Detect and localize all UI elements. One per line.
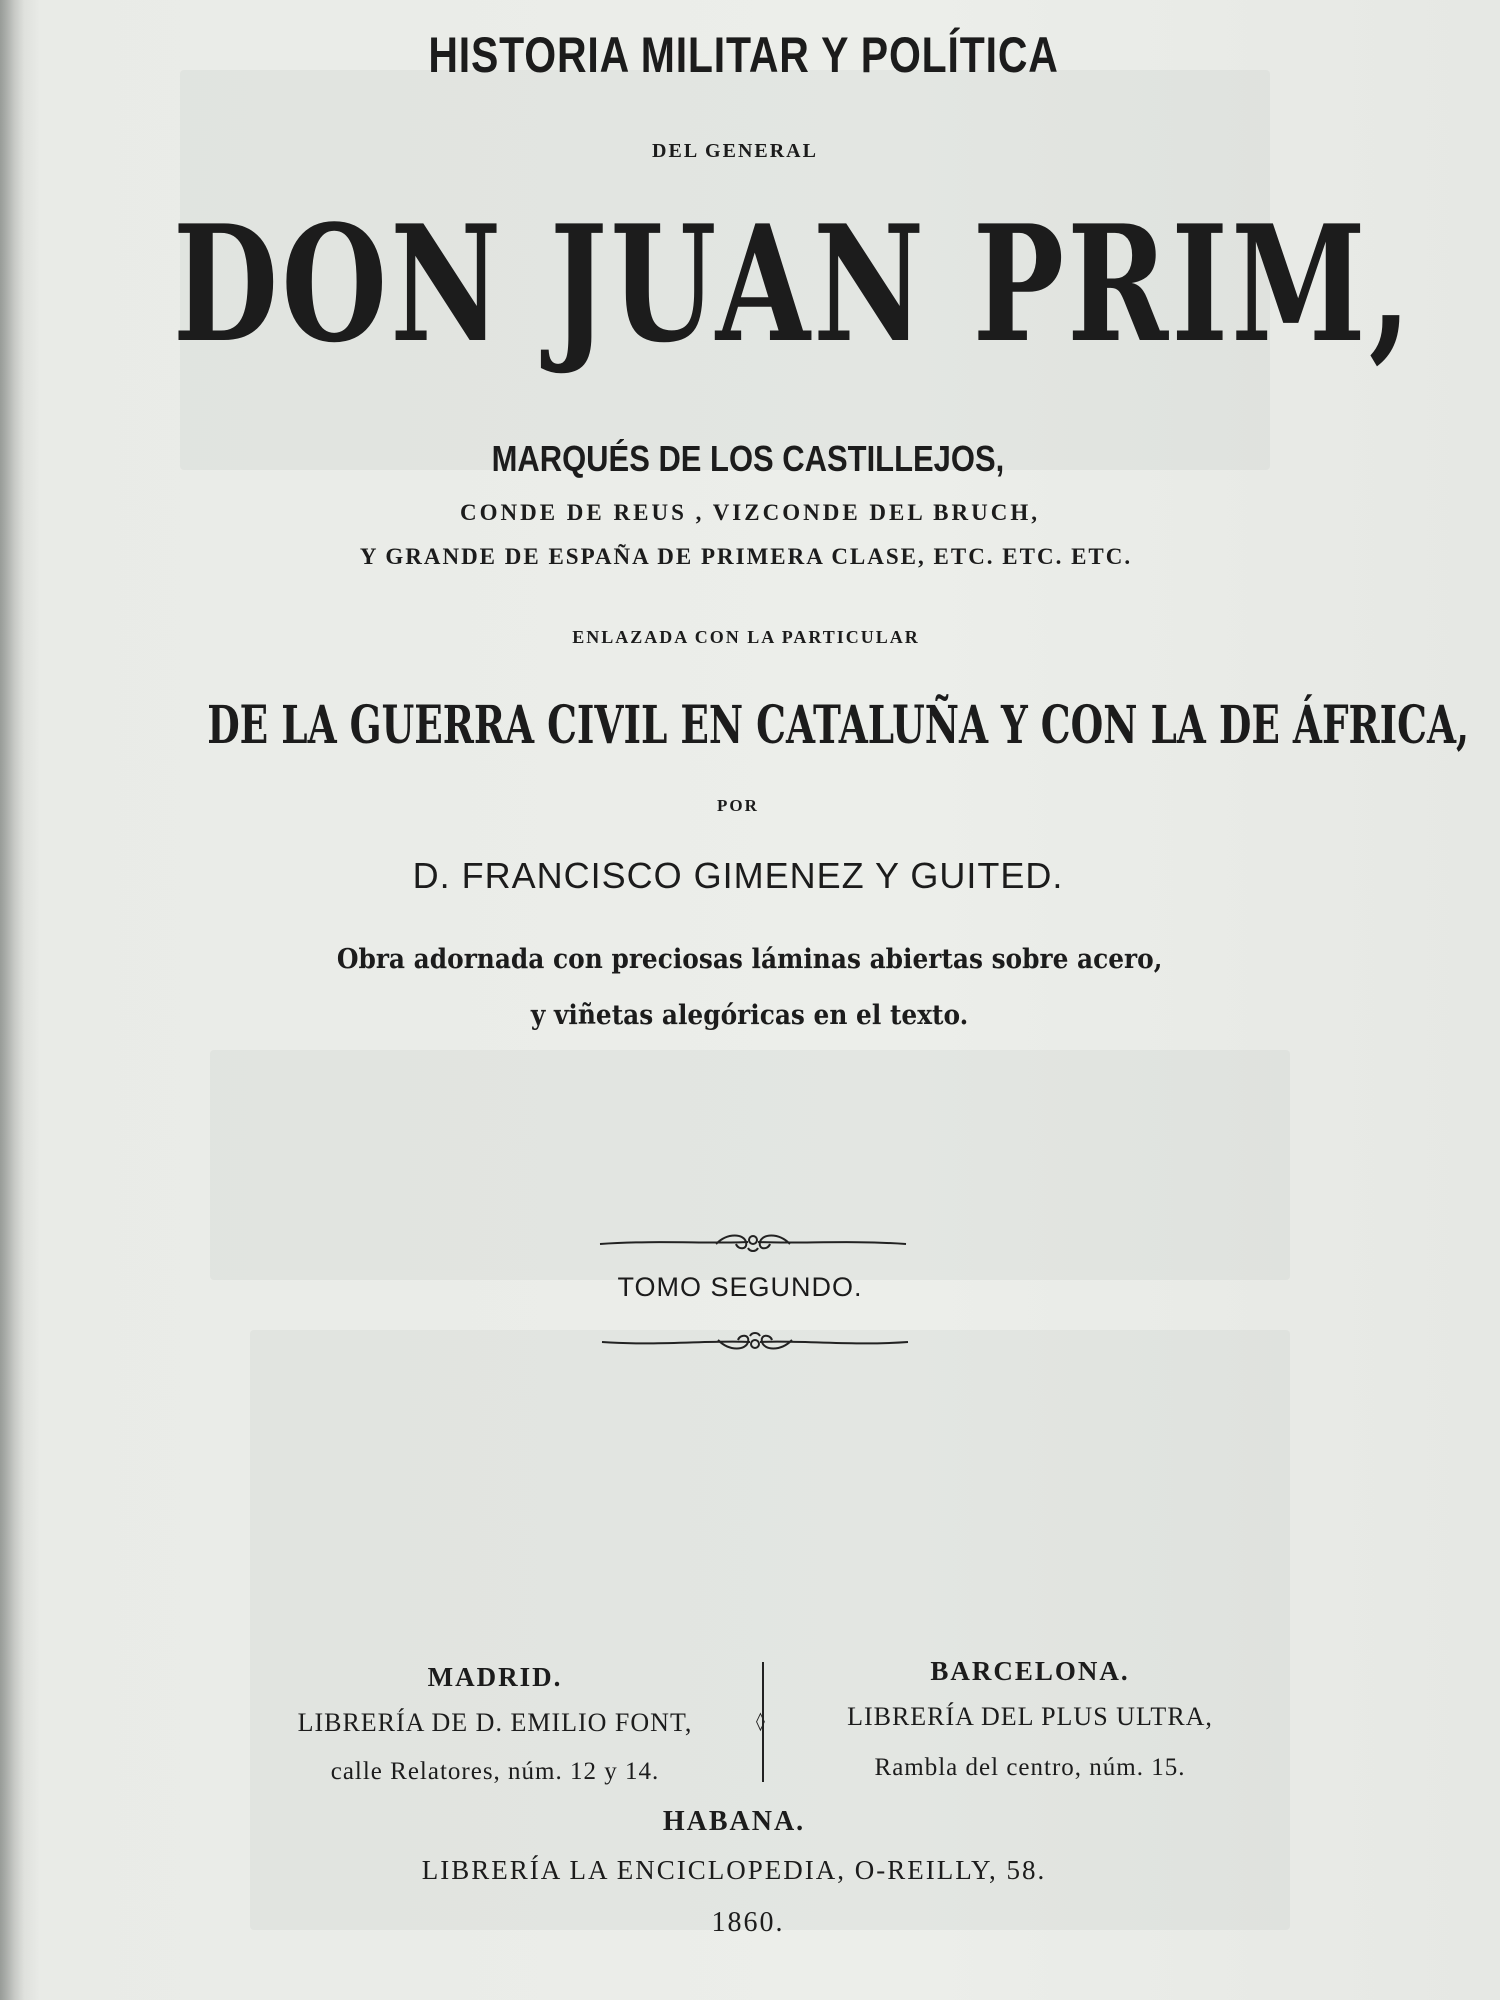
author-name: D. FRANCISCO GIMENEZ Y GUITED. [412,855,1064,896]
subtitle-grande: Y GRANDE DE ESPAÑA DE PRIMERA CLASE, ETC. ETC. ETC. [359,544,1133,569]
habana-bookshop: LIBRERÍA LA ENCICLOPEDIA, O-REILLY, 58. [421,1855,1047,1885]
madrid-address: calle Relatores, núm. 12 y 14. [330,1758,660,1785]
main-title-name: DON JUAN PRIM, [172,190,1415,378]
divider-ornament-icon: ◊ [756,1711,765,1732]
barcelona-city: BARCELONA. [930,1656,1130,1686]
ornament-bottom [600,1320,910,1360]
publication-year: 1860. [711,1907,785,1938]
ornament-top [598,1222,908,1262]
linked-text: ENLAZADA CON LA PARTICULAR [572,627,920,647]
description-line-2: y viñetas alegóricas en el texto. [530,1000,969,1031]
subtitle-marques: MARQUÉS DE LOS CASTILLEJOS, [491,438,1005,479]
volume-label: TOMO SEGUNDO. [617,1272,863,1302]
description-line-1: Obra adornada con preciosas láminas abiertas sobre acero, [336,944,1163,975]
barcelona-address: Rambla del centro, núm. 15. [874,1754,1186,1781]
subject-title: DE LA GUERRA CIVIL EN CATALUÑA Y CON LA DE ÁFRICA, [207,695,1470,756]
imprint-madrid [230,1662,760,1786]
habana-city: HABANA. [662,1806,806,1837]
subtitle-conde: CONDE DE REUS , VIZCONDE DEL BRUCH, [460,500,1040,525]
heading-historia: HISTORIA MILITAR Y POLÍTICA [428,27,1059,83]
barcelona-bookshop: LIBRERÍA DEL PLUS ULTRA, [847,1702,1213,1731]
spine-shadow [0,0,24,2000]
bleed-through-bottom [250,1330,1290,1930]
imprint-barcelona [780,1656,1280,1782]
madrid-bookshop: LIBRERÍA DE D. EMILIO FONT, [297,1708,693,1737]
madrid-city: MADRID. [427,1662,563,1692]
by-label: POR [717,796,759,815]
heading-del-general: DEL GENERAL [652,140,818,162]
